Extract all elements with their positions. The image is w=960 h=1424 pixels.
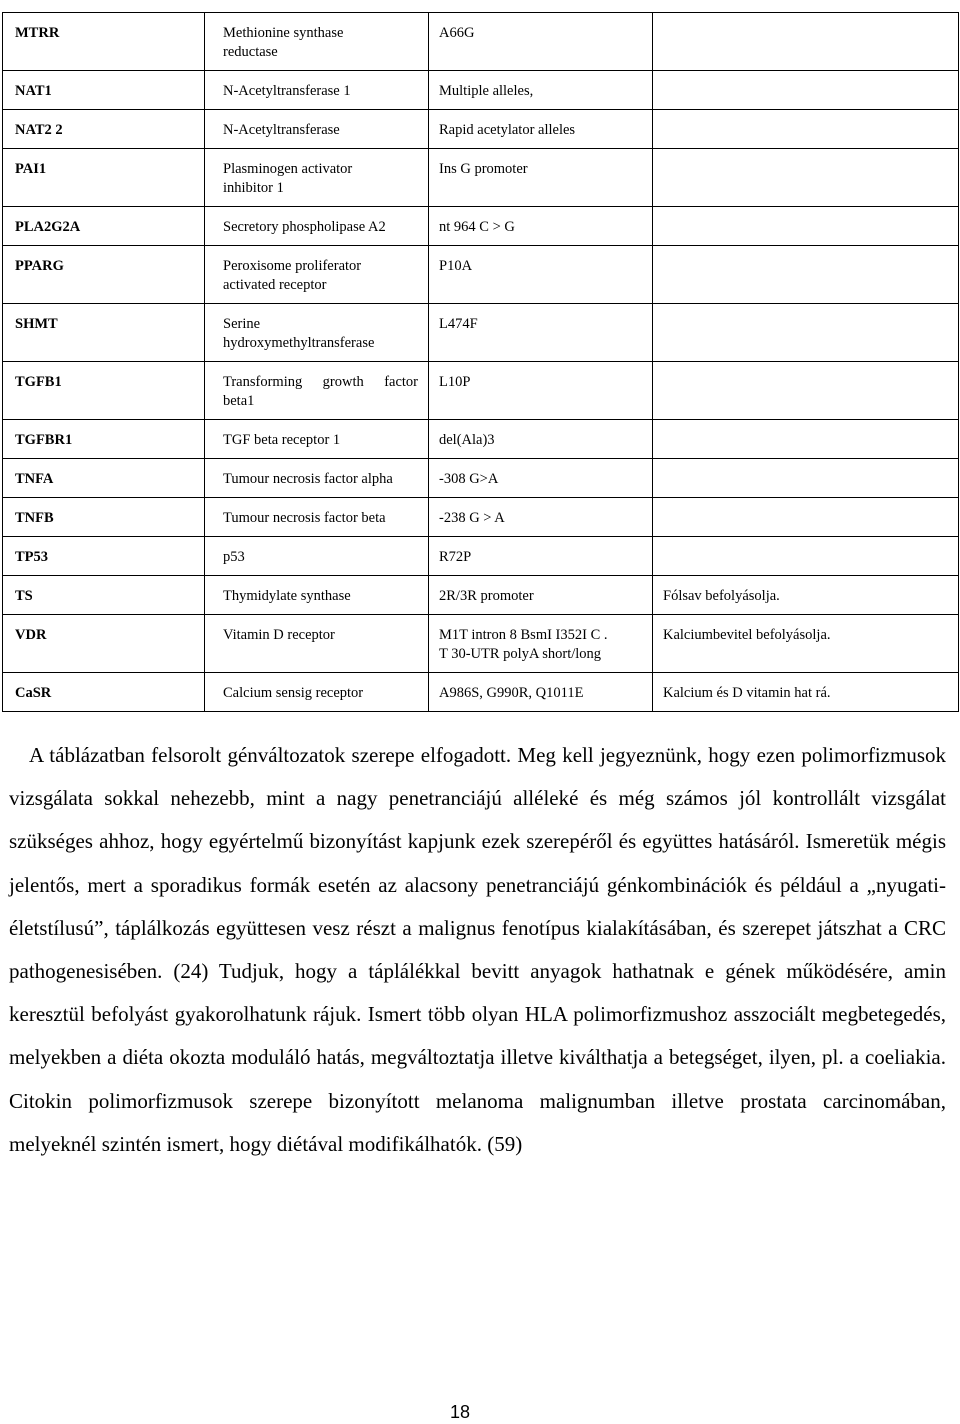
gene-name-line: N-Acetyltransferase 1	[223, 83, 351, 99]
gene-symbol-cell: CaSR	[3, 673, 205, 712]
gene-symbol-cell: TNFB	[3, 498, 205, 537]
table-row	[3, 362, 959, 420]
note-cell	[653, 362, 959, 420]
gene-name-cell	[205, 71, 429, 110]
body-paragraph: A táblázatban felsorolt génváltozatok szerepe elfogadott. Meg kell jegyeznünk, hogy ezen polimorfizmusok vizsgálata sokkal nehezebb, mint a nagy penetranciájú alléleké és még számos jól kontrollált vizsgálat szükséges ahhoz, hogy egyértelmű bizonyítást kapjunk ezek szerepéről és együttes hatásáról. Ismeretük mégis jelentős, mert a sporadikus formák esetén az alacsony penetranciájú génkombinációk és például a „nyugati-életstílusú”, táplálkozás együttesen vesz részt a malignus fenotípus kialakításában, és szerepet játszhat a CRC pathogenesisében. (24) Tudjuk, hogy a táplálékkal bevitt anyagok hathatnak e gének működésére, amin keresztül befolyást gyakorolhatunk rájuk. Ismert több olyan HLA polimorfizmushoz asszociált megbetegedés, melyekben a diéta okozta moduláló hatás, megváltoztatja illetve kiválthatja a betegséget, ilyen, pl. a coeliakia. Citokin polimorfizmusok szerepe bizonyított melanoma malignumban illetve prostata carcinomában, melyeknél szintén ismert, hogy diétával modifikálhatók. (59)	[9, 743, 946, 1156]
gene-symbol-cell: NAT1	[3, 71, 205, 110]
gene-symbol-cell: TGFBR1	[3, 420, 205, 459]
gene-symbol-cell: PAI1	[3, 149, 205, 207]
variant-line: R72P	[439, 549, 472, 565]
table-row	[3, 498, 959, 537]
gene-symbol-cell: MTRR	[3, 13, 205, 71]
note-cell	[653, 110, 959, 149]
note-cell	[653, 71, 959, 110]
note-cell	[653, 459, 959, 498]
note-cell	[653, 304, 959, 362]
gene-symbol-cell: SHMT	[3, 304, 205, 362]
variant-line: Ins G promoter	[439, 161, 528, 177]
gene-symbol-cell: PPARG	[3, 246, 205, 304]
gene-name-line: hydroxymethyltransferase	[223, 335, 375, 351]
variant-line: P10A	[439, 258, 473, 274]
variant-cell	[429, 420, 653, 459]
variant-line: del(Ala)3	[439, 432, 495, 448]
gene-name-cell	[205, 149, 429, 207]
variant-line: M1T intron 8 BsmI I352I C .	[439, 627, 608, 643]
variant-line: L10P	[439, 374, 471, 390]
gene-name-line: TGF beta receptor 1	[223, 432, 341, 448]
gene-name-cell	[205, 304, 429, 362]
gene-name-line: Vitamin D receptor	[223, 627, 335, 643]
gene-symbol-cell: TS	[3, 576, 205, 615]
variant-line: Multiple alleles,	[439, 83, 534, 99]
variant-cell	[429, 71, 653, 110]
variant-line: -308 G>A	[439, 471, 499, 487]
gene-name-line: N-Acetyltransferase	[223, 122, 340, 138]
note-cell	[653, 246, 959, 304]
gene-name-cell	[205, 110, 429, 149]
variant-cell	[429, 110, 653, 149]
gene-table	[2, 12, 959, 712]
gene-name-cell	[205, 362, 429, 420]
gene-name-cell	[205, 13, 429, 71]
note-cell	[653, 537, 959, 576]
gene-name-line: Tumour necrosis factor alpha	[223, 471, 393, 487]
variant-line: -238 G > A	[439, 510, 505, 526]
gene-name-line: Thymidylate synthase	[223, 588, 351, 604]
gene-name-cell	[205, 498, 429, 537]
note-cell: Kalciumbevitel befolyásolja.	[653, 615, 959, 673]
gene-name-line: Methionine synthase	[223, 25, 344, 41]
gene-name-line: Secretory phospholipase A2	[223, 219, 386, 235]
gene-symbol-cell: VDR	[3, 615, 205, 673]
note-cell	[653, 420, 959, 459]
gene-name-cell	[205, 537, 429, 576]
variant-cell	[429, 246, 653, 304]
table-row	[3, 576, 959, 615]
gene-name-line: Calcium sensig receptor	[223, 685, 364, 701]
variant-cell	[429, 537, 653, 576]
table-row	[3, 304, 959, 362]
table-row	[3, 110, 959, 149]
variant-line: nt 964 C > G	[439, 219, 515, 235]
table-row	[3, 246, 959, 304]
variant-cell	[429, 576, 653, 615]
gene-name-cell	[205, 459, 429, 498]
gene-name-cell	[205, 576, 429, 615]
variant-cell	[429, 362, 653, 420]
gene-name-line: p53	[223, 549, 245, 565]
table-row	[3, 207, 959, 246]
table-row	[3, 71, 959, 110]
gene-name-cell	[205, 615, 429, 673]
gene-name-line: Tumour necrosis factor beta	[223, 510, 386, 526]
table-row	[3, 149, 959, 207]
variant-line: A986S, G990R, Q1011E	[439, 685, 584, 701]
note-cell	[653, 149, 959, 207]
variant-cell	[429, 304, 653, 362]
gene-name-line: activated receptor	[223, 277, 327, 293]
variant-line: A66G	[439, 25, 475, 41]
note-cell: Kalcium és D vitamin hat rá.	[653, 673, 959, 712]
variant-cell	[429, 498, 653, 537]
variant-cell	[429, 673, 653, 712]
gene-symbol-cell: TNFA	[3, 459, 205, 498]
gene-name-cell	[205, 207, 429, 246]
gene-table-body	[3, 13, 959, 712]
note-cell	[653, 498, 959, 537]
table-row	[3, 420, 959, 459]
variant-line: T 30-UTR polyA short/long	[439, 646, 602, 662]
body-text	[9, 734, 946, 1166]
gene-name-cell	[205, 673, 429, 712]
variant-cell	[429, 13, 653, 71]
table-row	[3, 459, 959, 498]
gene-name-line: Transforming growth factor	[223, 374, 418, 390]
gene-name-line: beta1	[223, 393, 255, 409]
note-cell	[653, 207, 959, 246]
variant-line: Rapid acetylator alleles	[439, 122, 576, 138]
table-row	[3, 615, 959, 673]
variant-line: L474F	[439, 316, 478, 332]
variant-cell	[429, 459, 653, 498]
variant-line: 2R/3R promoter	[439, 588, 534, 604]
gene-name-line: inhibitor 1	[223, 180, 284, 196]
table-row	[3, 13, 959, 71]
page-number: 18	[449, 1402, 471, 1422]
gene-symbol-cell: TGFB1	[3, 362, 205, 420]
variant-cell	[429, 207, 653, 246]
gene-name-line: reductase	[223, 44, 278, 60]
table-row	[3, 673, 959, 712]
variant-cell	[429, 149, 653, 207]
note-cell: Fólsav befolyásolja.	[653, 576, 959, 615]
gene-symbol-cell: PLA2G2A	[3, 207, 205, 246]
gene-name-line: Peroxisome proliferator	[223, 258, 362, 274]
gene-symbol-cell: NAT2 2	[3, 110, 205, 149]
note-cell	[653, 13, 959, 71]
gene-name-line: Plasminogen activator	[223, 161, 353, 177]
gene-name-cell	[205, 420, 429, 459]
table-row	[3, 537, 959, 576]
gene-name-line: Serine	[223, 316, 261, 332]
gene-symbol-cell: TP53	[3, 537, 205, 576]
variant-cell	[429, 615, 653, 673]
gene-name-cell	[205, 246, 429, 304]
